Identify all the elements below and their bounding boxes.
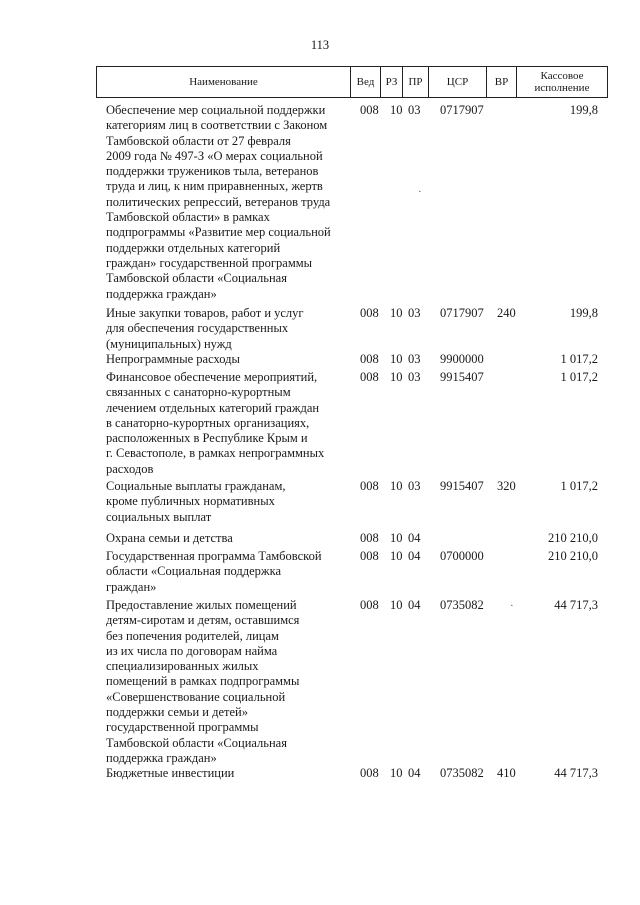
row-name-line: Государственная программа Тамбовской [106, 549, 322, 563]
cell-csr: 0735082 [440, 766, 484, 780]
cell-amount: 199,8 [569, 306, 598, 320]
scan-speck: · [418, 186, 422, 198]
cell-rz: 10 [390, 766, 403, 780]
row-name [106, 479, 356, 525]
cell-pr: 03 [408, 306, 421, 320]
cell-rz: 10 [390, 598, 403, 612]
row-name-line: категориям лиц в соответствии с Законом [106, 118, 328, 133]
cell-pr: 04 [408, 766, 421, 780]
row-name-line: лечением отдельных категорий граждан [106, 400, 320, 415]
row-name-line: в санаторно-курортных организациях, [106, 415, 310, 430]
cell-pr: 04 [408, 598, 421, 612]
page-number: 113 [310, 38, 330, 52]
row-name-line: Обеспечение мер социальной поддержки [106, 103, 326, 117]
cell-vr: 410 [497, 766, 516, 780]
header-amount-line1: Кассовое [540, 70, 584, 82]
row-name-line: Тамбовской области» в рамках [106, 210, 270, 225]
row-name-line: граждан» государственной программы [106, 255, 313, 270]
row-name-line: Тамбовской области от 27 февраля [106, 133, 291, 148]
cell-amount: 199,8 [569, 103, 598, 117]
cell-amount: 44 717,3 [554, 766, 598, 780]
row-name-line: Непрограммные расходы [106, 352, 240, 366]
cell-rz: 10 [390, 306, 403, 320]
row-name-line: Охрана семьи и детства [106, 531, 233, 545]
header-vr: ВР [486, 67, 516, 97]
header-amount [516, 67, 608, 97]
cell-ved: 008 [360, 103, 379, 117]
row-name [106, 103, 356, 302]
cell-ved: 008 [360, 766, 379, 780]
cell-csr: 9900000 [440, 352, 484, 366]
scan-speck: · [510, 600, 514, 612]
row-name-line: для обеспечения государственных [106, 321, 289, 336]
row-name-line: государственной программы [106, 720, 259, 735]
row-name [106, 306, 356, 352]
row-name-line: политических репрессий, ветеранов труда [106, 194, 331, 209]
cell-vr: 320 [497, 479, 516, 493]
row-name [106, 531, 356, 546]
cell-rz: 10 [390, 531, 403, 545]
cell-csr: 9915407 [440, 370, 484, 384]
row-name [106, 370, 356, 477]
cell-rz: 10 [390, 352, 403, 366]
cell-amount: 210 210,0 [548, 549, 598, 563]
cell-csr: 9915407 [440, 479, 484, 493]
row-name-line: помещений в рамках подпрограммы [106, 674, 300, 689]
cell-ved: 008 [360, 306, 379, 320]
cell-rz: 10 [390, 103, 403, 117]
row-name-line: связанных с санаторно-курортным [106, 385, 291, 400]
cell-ved: 008 [360, 352, 379, 366]
cell-pr: 03 [408, 370, 421, 384]
row-name-line: расположенных в Республике Крым и [106, 431, 308, 446]
cell-csr: 0735082 [440, 598, 484, 612]
cell-pr: 03 [408, 479, 421, 493]
cell-ved: 008 [360, 370, 379, 384]
cell-pr: 03 [408, 103, 421, 117]
row-name-line: без попечения родителей, лицам [106, 628, 279, 643]
row-name-line: (муниципальных) нужд [106, 336, 232, 351]
row-name [106, 766, 356, 781]
row-name-line: поддержка граждан» [106, 286, 217, 301]
cell-ved: 008 [360, 598, 379, 612]
header-csr: ЦСР [428, 67, 486, 97]
row-name-line: г. Севастополе, в рамках непрограммных [106, 446, 325, 461]
row-name-line: поддержки тружеников тыла, ветеранов [106, 164, 319, 179]
row-name [106, 598, 356, 766]
row-name-line: социальных выплат [106, 509, 212, 524]
cell-amount: 1 017,2 [560, 352, 598, 366]
row-name [106, 352, 356, 367]
row-name-line: детям-сиротам и детям, оставшимся [106, 613, 300, 628]
cell-rz: 10 [390, 549, 403, 563]
row-name-line: Тамбовской области «Социальная [106, 735, 287, 750]
row-name-line: расходов [106, 461, 154, 476]
cell-pr: 03 [408, 352, 421, 366]
cell-rz: 10 [390, 370, 403, 384]
cell-amount: 1 017,2 [560, 479, 598, 493]
row-name-line: Бюджетные инвестиции [106, 766, 235, 780]
cell-csr: 0717907 [440, 306, 484, 320]
cell-pr: 04 [408, 549, 421, 563]
row-name-line: кроме публичных нормативных [106, 494, 275, 509]
cell-rz: 10 [390, 479, 403, 493]
row-name-line: труда и лиц, к ним приравненных, жертв [106, 179, 323, 194]
row-name-line: «Совершенствование социальной [106, 689, 286, 704]
row-name-line: Финансовое обеспечение мероприятий, [106, 370, 318, 384]
row-name-line: поддержка граждан» [106, 750, 217, 765]
table-header [96, 66, 608, 98]
row-name-line: Предоставление жилых помещений [106, 598, 297, 612]
header-pr: ПР [402, 67, 428, 97]
cell-ved: 008 [360, 531, 379, 545]
row-name-line: из их числа по договорам найма [106, 643, 278, 658]
header-amount-line2: исполнение [534, 82, 590, 94]
row-name-line: области «Социальная поддержка [106, 564, 281, 579]
cell-amount: 1 017,2 [560, 370, 598, 384]
row-name-line: Социальные выплаты гражданам, [106, 479, 286, 493]
cell-amount: 44 717,3 [554, 598, 598, 612]
header-rz: РЗ [380, 67, 402, 97]
row-name-line: граждан» [106, 579, 157, 594]
cell-csr: 0717907 [440, 103, 484, 117]
cell-ved: 008 [360, 549, 379, 563]
row-name-line: Тамбовской области «Социальная [106, 271, 287, 286]
header-ved: Вед [350, 67, 380, 97]
row-name [106, 549, 356, 595]
row-name-line: подпрограммы «Развитие мер социальной [106, 225, 331, 240]
cell-vr: 240 [497, 306, 516, 320]
cell-csr: 0700000 [440, 549, 484, 563]
cell-ved: 008 [360, 479, 379, 493]
row-name-line: специализированных жилых [106, 659, 259, 674]
row-name-line: 2009 года № 497-З «О мерах социальной [106, 148, 323, 163]
row-name-line: поддержки отдельных категорий [106, 240, 281, 255]
header-name: Наименование [96, 67, 350, 97]
cell-pr: 04 [408, 531, 421, 545]
cell-amount: 210 210,0 [548, 531, 598, 545]
row-name-line: Иные закупки товаров, работ и услуг [106, 306, 304, 320]
row-name-line: поддержки семьи и детей» [106, 705, 248, 720]
